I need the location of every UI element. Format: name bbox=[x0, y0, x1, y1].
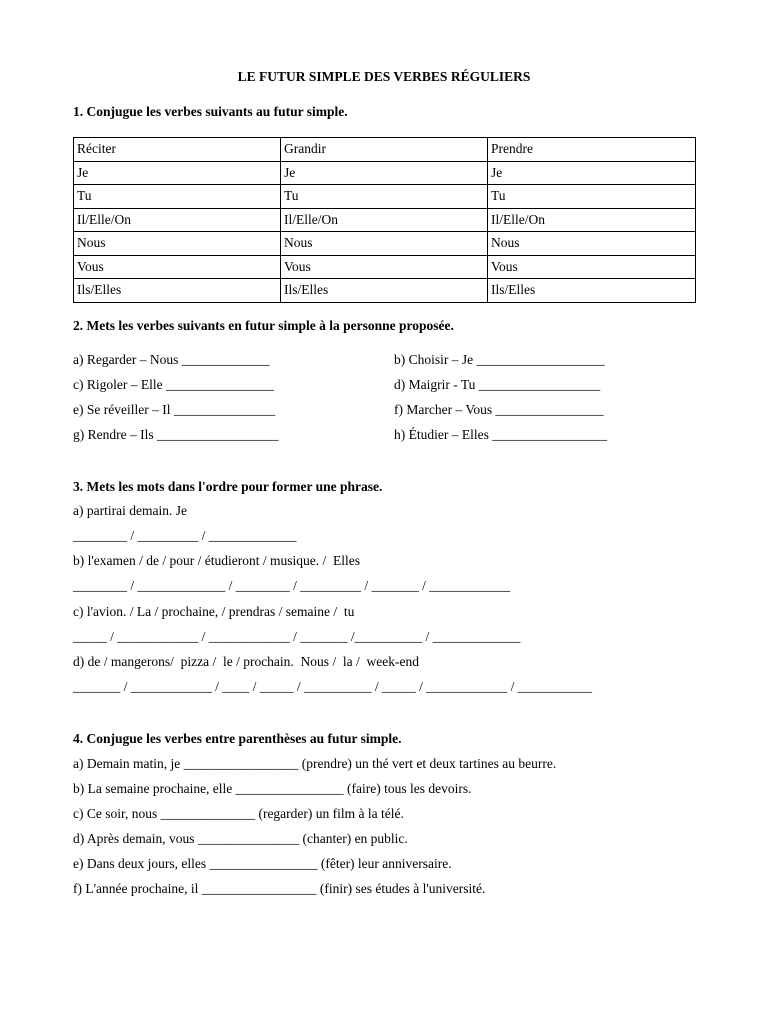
table-cell: Prendre bbox=[488, 138, 696, 162]
section-4-heading: 4. Conjugue les verbes entre parenthèses au futur simple. bbox=[73, 731, 402, 746]
table-row bbox=[74, 208, 696, 232]
table-cell: Je bbox=[488, 161, 696, 185]
table-cell: Nous bbox=[488, 232, 696, 256]
table-cell: Ils/Elles bbox=[281, 279, 488, 303]
exercise-item: a) Regarder – Nous _____________ bbox=[73, 352, 270, 367]
table-row bbox=[74, 138, 696, 162]
table-cell: Grandir bbox=[281, 138, 488, 162]
table-row bbox=[74, 161, 696, 185]
exercise-item: d) Maigrir - Tu __________________ bbox=[394, 377, 601, 392]
section-2-heading: 2. Mets les verbes suivants en futur simple à la personne proposée. bbox=[73, 318, 454, 333]
exercise-item: e) Se réveiller – Il _______________ bbox=[73, 402, 276, 417]
page-title: LE FUTUR SIMPLE DES VERBES RÉGULIERS bbox=[237, 69, 531, 84]
table-cell: Je bbox=[74, 161, 281, 185]
conjugation-table bbox=[73, 137, 696, 303]
table-cell: Ils/Elles bbox=[74, 279, 281, 303]
section-1-heading: 1. Conjugue les verbes suivants au futur simple. bbox=[73, 104, 348, 119]
table-cell: Il/Elle/On bbox=[281, 208, 488, 232]
exercise-item: c) Rigoler – Elle ________________ bbox=[73, 377, 274, 392]
exercise-item: b) La semaine prochaine, elle ________________ (faire) tous les devoirs. bbox=[73, 781, 472, 796]
answer-blanks: ________ / _____________ / ________ / _________ / _______ / ____________ bbox=[73, 578, 511, 593]
answer-blanks: _____ / ____________ / ____________ / _______ /__________ / _____________ bbox=[73, 629, 521, 644]
table-cell: Il/Elle/On bbox=[74, 208, 281, 232]
table-cell: Réciter bbox=[74, 138, 281, 162]
exercise-item: a) partirai demain. Je bbox=[73, 503, 187, 518]
table-cell: Tu bbox=[74, 185, 281, 209]
table-cell: Ils/Elles bbox=[488, 279, 696, 303]
exercise-item: g) Rendre – Ils __________________ bbox=[73, 427, 279, 442]
exercise-item: c) l'avion. / La / prochaine, / prendras / semaine / tu bbox=[73, 604, 355, 619]
table-cell: Vous bbox=[74, 255, 281, 279]
exercise-item: h) Étudier – Elles _________________ bbox=[394, 427, 607, 442]
table-cell: Tu bbox=[281, 185, 488, 209]
table-cell: Je bbox=[281, 161, 488, 185]
exercise-item: c) Ce soir, nous ______________ (regarder) un film à la télé. bbox=[73, 806, 404, 821]
table-cell: Vous bbox=[281, 255, 488, 279]
exercise-item: a) Demain matin, je _________________ (prendre) un thé vert et deux tartines au beurre. bbox=[73, 756, 557, 771]
table-row bbox=[74, 279, 696, 303]
exercise-item: b) l'examen / de / pour / étudieront / musique. / Elles bbox=[73, 553, 360, 568]
table-row bbox=[74, 185, 696, 209]
exercise-item: d) de / mangerons/ pizza / le / prochain. Nous / la / week-end bbox=[73, 654, 420, 669]
exercise-item: f) L'année prochaine, il _________________ (finir) ses études à l'université. bbox=[73, 881, 486, 896]
table-cell: Tu bbox=[488, 185, 696, 209]
exercise-item: f) Marcher – Vous ________________ bbox=[394, 402, 604, 417]
table-cell: Il/Elle/On bbox=[488, 208, 696, 232]
answer-blanks: _______ / ____________ / ____ / _____ / __________ / _____ / ____________ / ___________ bbox=[73, 679, 593, 694]
table-cell: Nous bbox=[281, 232, 488, 256]
answer-blanks: ________ / _________ / _____________ bbox=[73, 528, 297, 543]
exercise-item: d) Après demain, vous _______________ (chanter) en public. bbox=[73, 831, 408, 846]
exercise-item: b) Choisir – Je ___________________ bbox=[394, 352, 605, 367]
section-3-heading: 3. Mets les mots dans l'ordre pour former une phrase. bbox=[73, 479, 383, 494]
exercise-item: e) Dans deux jours, elles ________________ (fêter) leur anniversaire. bbox=[73, 856, 452, 871]
table-row bbox=[74, 255, 696, 279]
table-row bbox=[74, 232, 696, 256]
table-cell: Nous bbox=[74, 232, 281, 256]
table-cell: Vous bbox=[488, 255, 696, 279]
